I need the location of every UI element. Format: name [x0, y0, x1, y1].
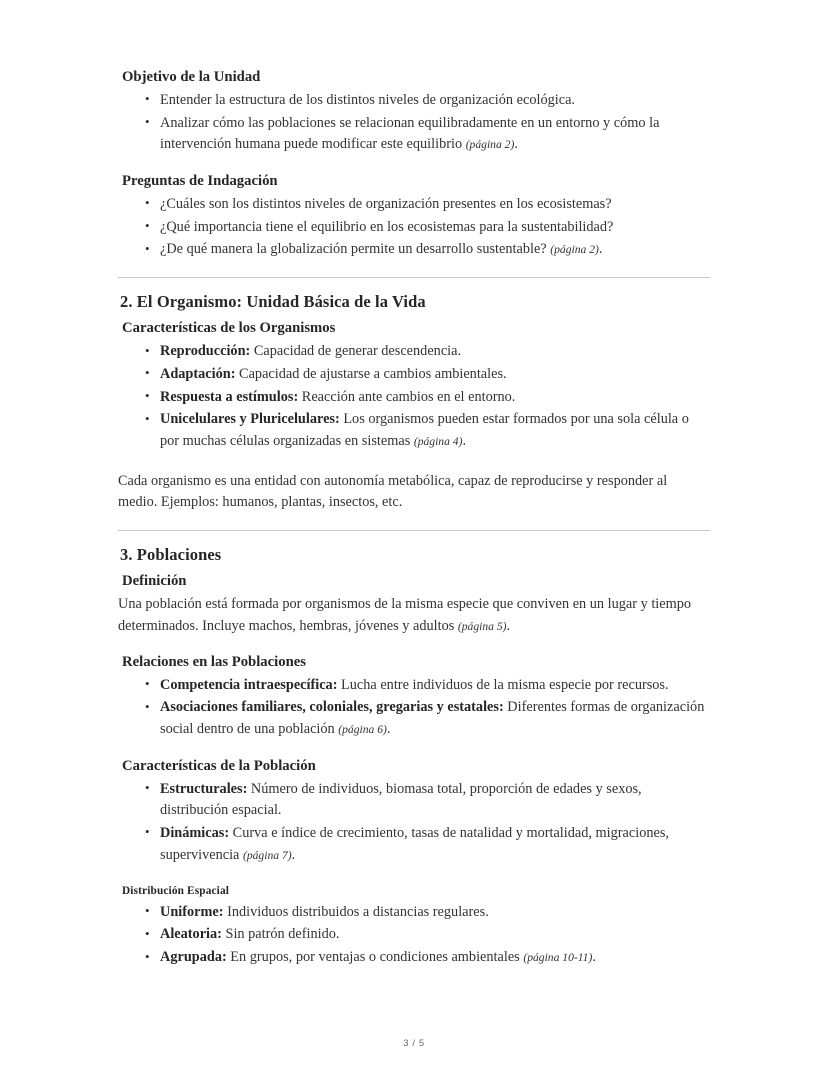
list-item [118, 823, 710, 866]
list-item-tail: . [514, 136, 518, 153]
paragraph-text: Una población está formada por organismos de la misma especie que conviven en un lugar y tiempo determinados. Incluye machos, hembras, jóvenes y adultos [118, 596, 692, 634]
list-item-text: Analizar cómo las poblaciones se relacionan equilibradamente en un entorno y cómo la intervención humana puede modificar este equilibrio [160, 114, 660, 153]
page-reference: (página 2) [465, 138, 515, 152]
paragraph-definicion [118, 594, 710, 637]
heading-distribucion-espacial: Distribución Espacial [122, 885, 230, 898]
list-item [118, 341, 710, 363]
list-item-lead: Adaptación: [160, 365, 236, 382]
list-item-text: Diferentes formas de organización social dentro de una población [160, 699, 705, 737]
list-item-text: En grupos, por ventajas o condiciones ambientales [226, 949, 524, 966]
list-item-lead: Competencia intraespecífica: [160, 676, 338, 693]
page-reference: (página 7) [242, 848, 292, 862]
spacer [118, 742, 710, 757]
section-divider [118, 530, 710, 531]
list-item-lead: Asociaciones familiares, coloniales, gregarias y estatales: [160, 699, 504, 716]
list-caracteristicas-de-la-poblacion [118, 779, 710, 867]
list-item [118, 194, 710, 216]
list-item-text: Número de individuos, biomasa total, proporción de edades y sexos, distribución espacial. [160, 780, 642, 819]
heading-definicion: Definición [122, 573, 187, 590]
list-item [118, 364, 710, 386]
list-item [118, 239, 710, 261]
list-item [118, 924, 710, 946]
page-reference: (página 6) [338, 722, 387, 736]
list-item-text: Capacidad de ajustarse a cambios ambientales. [235, 365, 507, 382]
list-item-lead: Uniforme: [160, 903, 224, 920]
list-item-text: Reacción ante cambios en el entorno. [298, 388, 516, 405]
list-item-text: Curva e índice de crecimiento, tasas de natalidad y mortalidad, migraciones, supervivencia [160, 824, 669, 863]
page-number: 3 / 5 [403, 1038, 425, 1049]
list-item-text: Capacidad de generar descendencia. [250, 343, 462, 360]
paragraph-cada-organismo: Cada organismo es una entidad con autonomía metabólica, capaz de reproducirse y responder al medio. Ejemplos: humanos, plantas, insectos, etc. [118, 472, 668, 511]
page-reference: (página 2) [550, 243, 599, 257]
list-item-lead: Aleatoria: [160, 926, 222, 943]
list-distribucion-espacial [118, 902, 710, 969]
heading-objetivo-de-la-unidad: Objetivo de la Unidad [122, 69, 261, 85]
section-divider [118, 277, 710, 278]
page-reference: (página 4) [413, 434, 463, 448]
list-item [118, 675, 710, 697]
page-footer [0, 1038, 828, 1049]
list-item-text: Entender la estructura de los distintos niveles de organización ecológica. [160, 91, 576, 108]
list-item [118, 387, 710, 409]
list-item-lead: Agrupada: [160, 949, 227, 966]
list-objetivo-de-la-unidad [118, 90, 710, 156]
list-item-tail: . [386, 720, 391, 737]
list-item [118, 217, 710, 239]
list-item [118, 779, 710, 822]
list-item [118, 113, 710, 156]
list-caracteristicas-de-los-organismos [118, 341, 710, 453]
list-item-text: ¿Qué importancia tiene el equilibrio en los ecosistemas para la sustentabilidad? [160, 218, 614, 235]
heading-caracteristicas-de-la-poblacion: Características de la Población [122, 757, 316, 774]
paragraph-tail: . [506, 617, 511, 634]
list-item [118, 947, 710, 969]
list-item-lead: Reproducción: [160, 343, 251, 360]
list-item-tail: . [592, 949, 596, 966]
page-reference: (página 5) [457, 619, 507, 633]
page-content [118, 68, 710, 970]
list-item-text: Individuos distribuidos a distancias regulares. [223, 903, 489, 920]
list-item-lead: Respuesta a estímulos: [160, 388, 299, 405]
list-item-tail: . [462, 432, 467, 449]
list-relaciones-en-las-poblaciones [118, 675, 710, 741]
list-item-lead: Estructurales: [160, 780, 248, 797]
heading-section-poblaciones: 3. Poblaciones [120, 545, 222, 565]
list-item-text: Los organismos pueden estar formados por una sola célula o por muchas células organizadas en sistemas [160, 411, 689, 449]
page-reference: (página 10-11) [523, 951, 593, 965]
list-item [118, 697, 710, 740]
list-item-text: Lucha entre individuos de la misma especie por recursos. [337, 676, 669, 693]
list-item-tail: . [598, 241, 603, 258]
list-item [118, 409, 710, 452]
heading-caracteristicas-de-los-organismos: Características de los Organismos [122, 320, 336, 337]
heading-section-el-organismo: 2. El Organismo: Unidad Básica de la Vida [120, 292, 426, 311]
list-item-text: ¿Cuáles son los distintos niveles de organización presentes en los ecosistemas? [160, 195, 612, 212]
spacer [118, 867, 710, 884]
list-preguntas-de-indagacion [118, 194, 710, 261]
list-item [118, 902, 710, 924]
list-item [118, 90, 710, 112]
heading-relaciones-en-las-poblaciones: Relaciones en las Poblaciones [122, 653, 306, 670]
spacer [118, 638, 710, 653]
spacer [118, 454, 710, 471]
list-item-text: ¿De qué manera la globalización permite un desarrollo sustentable? [160, 241, 551, 258]
list-item-lead: Unicelulares y Pluricelulares: [160, 411, 340, 428]
list-item-tail: . [291, 846, 296, 863]
heading-preguntas-de-indagacion: Preguntas de Indagación [122, 173, 278, 189]
spacer [118, 157, 710, 172]
list-item-text: Sin patrón definido. [221, 926, 340, 943]
list-item-lead: Dinámicas: [160, 824, 230, 841]
